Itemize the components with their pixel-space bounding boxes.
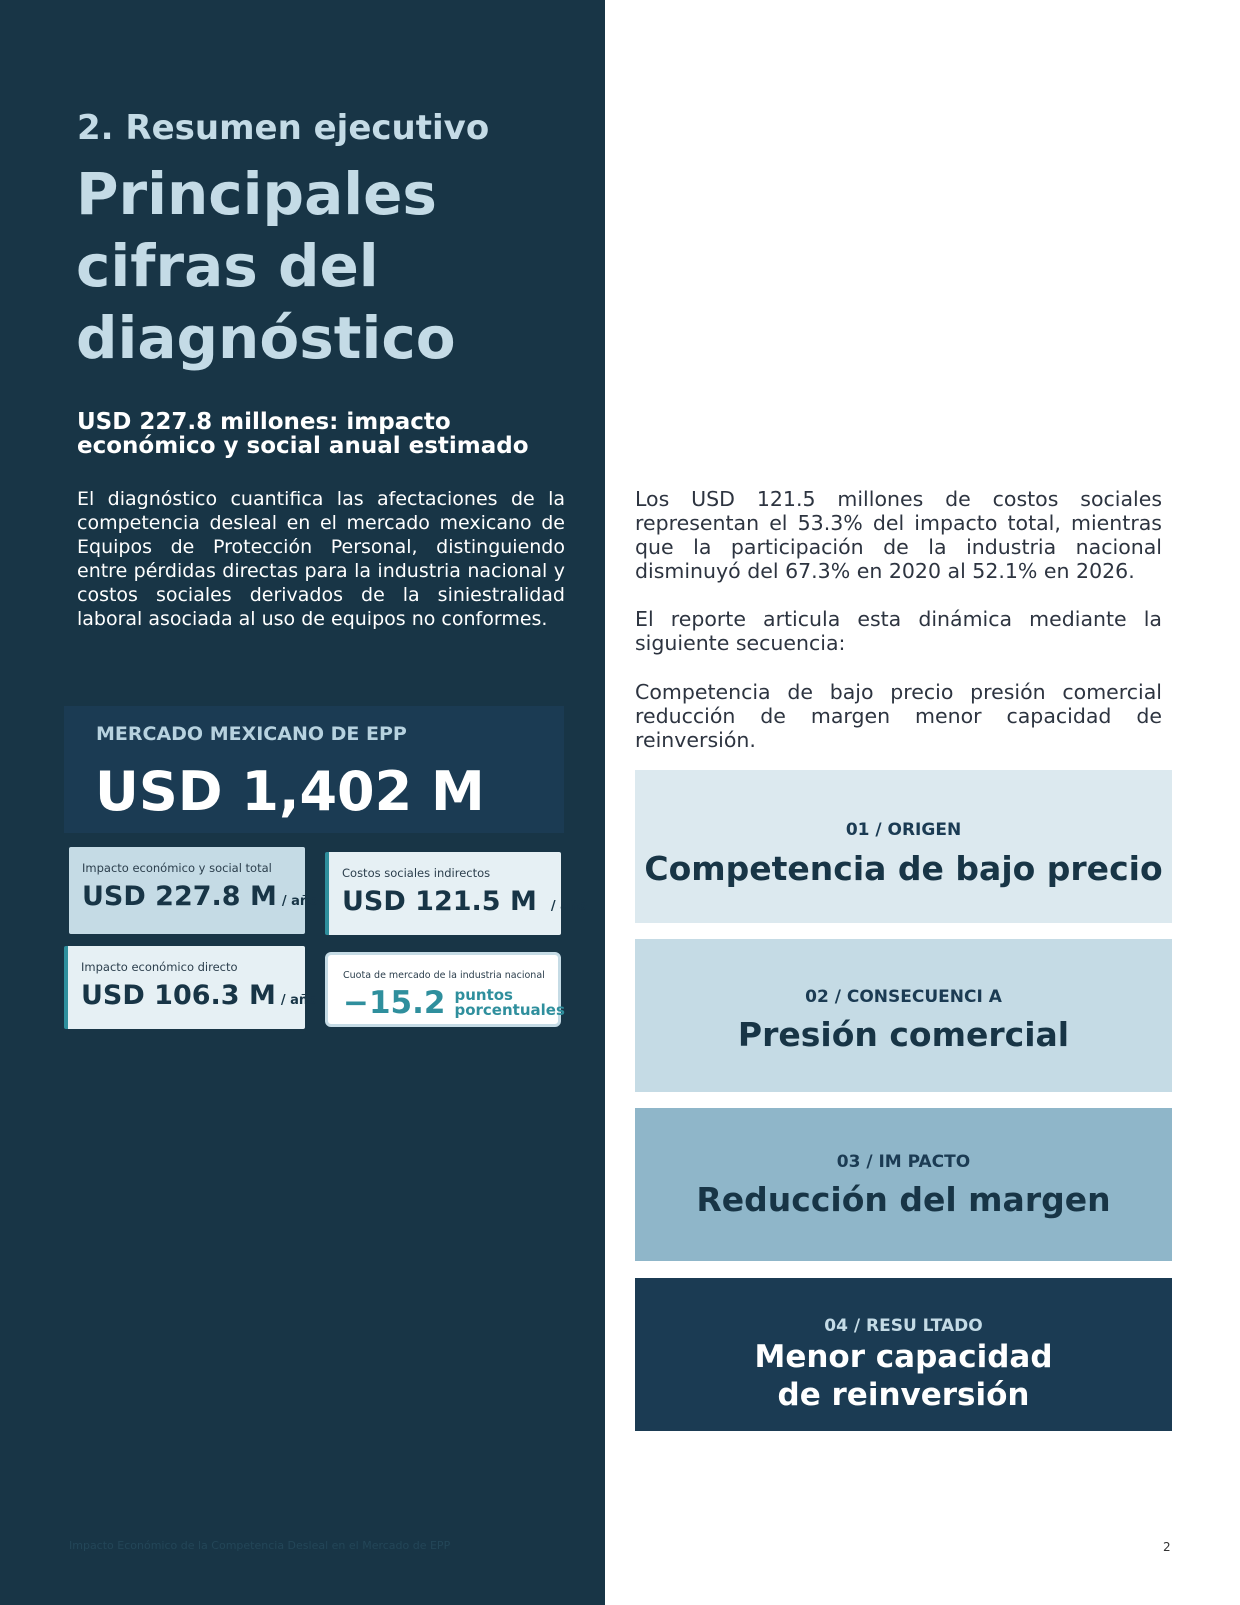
kpi-value	[82, 881, 319, 918]
headline-line: económico y social anual estimado	[77, 433, 529, 459]
left-panel	[0, 0, 605, 1605]
page-title-line: cifras del	[76, 232, 379, 300]
sequence-step-consequence	[635, 939, 1172, 1092]
kpi-card-market-share	[325, 952, 565, 1027]
kpi-amount: USD 121.5 M	[342, 886, 537, 917]
sequence-step-result	[635, 1278, 1172, 1431]
step-label: 04 / RESU LTADO	[824, 1316, 983, 1336]
kpi-label: Costos sociales indirectos	[342, 866, 491, 880]
step-title: Presión comercial	[737, 1015, 1070, 1054]
kpi-unit: / año	[550, 899, 588, 914]
step-label: 02 / CONSECUENCI A	[805, 987, 1002, 1007]
kpi-unit: / año	[281, 894, 319, 909]
page-number: 2	[1163, 1540, 1171, 1554]
step-title: Competencia de bajo precio	[644, 849, 1163, 888]
market-size-label: MERCADO MEXICANO DE EPP	[96, 723, 407, 745]
kpi-label: Cuota de mercado de la industria nacional	[343, 970, 545, 981]
kpi-label: Impacto económico directo	[81, 960, 238, 974]
kpi-card-direct-impact	[64, 946, 318, 1029]
intro-paragraph: El diagnóstico cuantifica las afectaciones de la competencia desleal en el mercado mexicano de Equipos de Protección Personal, distinguiendo entre pérdidas directas para la industria nacional y costos sociales derivados de la siniestralidad laboral asociada al uso de equipos no conformes.	[77, 488, 565, 630]
kpi-unit: / año	[280, 993, 318, 1008]
kpi-value	[342, 886, 588, 923]
page-title-line: Principales	[76, 160, 437, 228]
market-share-unit-line: puntos	[454, 986, 513, 1004]
body-paragraph: El reporte articula esta dinámica mediante la siguiente secuencia:	[635, 607, 1162, 655]
page-title-line: diagnóstico	[76, 304, 456, 372]
body-paragraph: Competencia de bajo precio presión comercial reducción de margen menor capacidad de reinversión.	[635, 680, 1162, 752]
sequence-step-origin	[635, 770, 1172, 923]
kpi-card-total-impact	[69, 847, 319, 934]
kpi-amount: USD 227.8 M	[82, 881, 277, 912]
sequence-step-impact	[635, 1108, 1172, 1261]
section-label: 2. Resumen ejecutivo	[77, 108, 490, 148]
market-share-change: −15.2	[343, 985, 446, 1021]
step-label: 03 / IM PACTO	[836, 1152, 971, 1172]
market-size-card	[64, 706, 564, 833]
headline	[77, 410, 577, 458]
step-title-line: de reinversión	[777, 1377, 1030, 1413]
footer-document-title: Impacto Económico de la Competencia Desleal en el Mercado de EPP	[69, 1539, 451, 1552]
kpi-amount: USD 106.3 M	[81, 980, 276, 1011]
step-title-line: Menor capacidad	[754, 1339, 1053, 1375]
market-share-row	[343, 985, 565, 1021]
market-share-unit	[454, 988, 564, 1018]
page-title	[76, 158, 456, 374]
step-title: Reducción del margen	[696, 1180, 1111, 1219]
headline-line: USD 227.8 millones: impacto	[77, 409, 451, 435]
step-label: 01 / ORIGEN	[845, 820, 962, 840]
kpi-value	[81, 980, 318, 1017]
step-title	[635, 1338, 1172, 1414]
market-share-unit-line: porcentuales	[454, 1001, 565, 1019]
kpi-label: Impacto económico y social total	[82, 861, 272, 875]
body-paragraph: Los USD 121.5 millones de costos sociales representan el 53.3% del impacto total, mientras que la participación de la industria nacional disminuyó del 67.3% en 2020 al 52.1% en 2026.	[635, 487, 1162, 583]
market-size-value: USD 1,402 M	[95, 760, 485, 823]
kpi-card-social-costs	[325, 852, 588, 935]
